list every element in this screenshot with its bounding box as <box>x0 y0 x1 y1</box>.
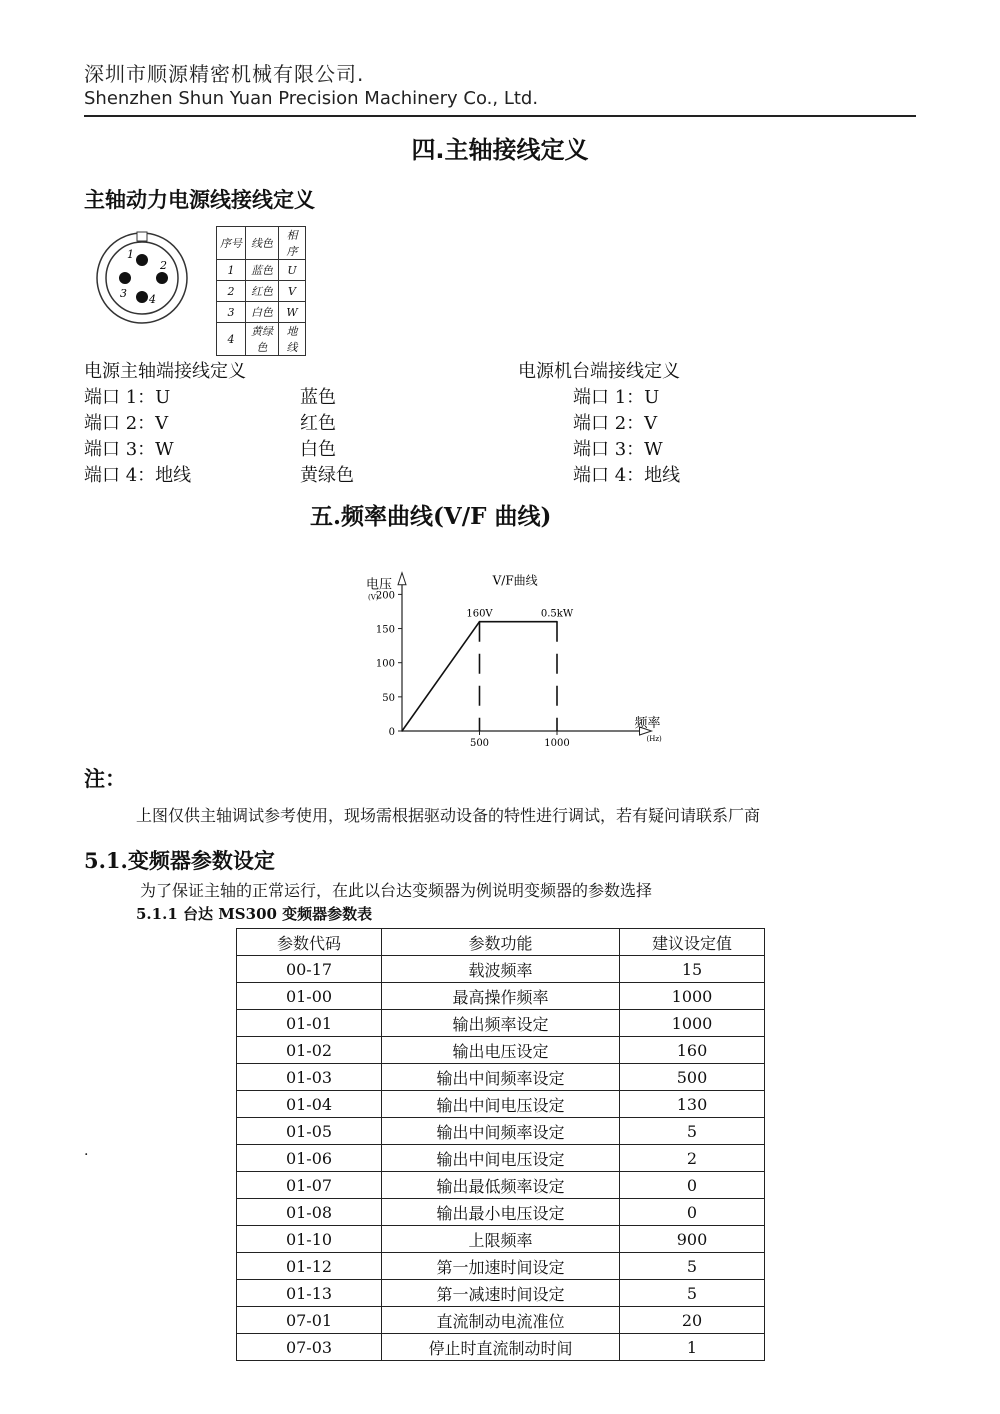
pin-table-row <box>217 302 306 323</box>
param-code-cell: 01-07 <box>237 1172 382 1199</box>
param-value-cell: 1000 <box>620 983 765 1010</box>
pin-definition-table <box>216 226 306 356</box>
parameter-table-row <box>237 1199 765 1226</box>
pin-1-label: 1 <box>127 248 134 261</box>
param-value-cell: 500 <box>620 1064 765 1091</box>
param-code-cell: 01-13 <box>237 1280 382 1307</box>
pin-table-cell: 1 <box>217 260 246 281</box>
parameter-table-row <box>237 1064 765 1091</box>
param-value-cell: 5 <box>620 1280 765 1307</box>
parameter-table-row <box>237 983 765 1010</box>
param-code-cell: 01-12 <box>237 1253 382 1280</box>
param-function-cell: 输出中间频率设定 <box>382 1118 620 1145</box>
pin-table-header: 序号 <box>217 227 246 260</box>
x-axis-label: 频率 <box>634 716 661 731</box>
parameter-table-row <box>237 1118 765 1145</box>
parameter-table-row <box>237 1226 765 1253</box>
parameter-table-row <box>237 1091 765 1118</box>
param-code-cell: 01-06 <box>237 1145 382 1172</box>
param-value-cell: 20 <box>620 1307 765 1334</box>
parameter-table-row <box>237 1037 765 1064</box>
spindle-color-3: 白色 <box>300 439 336 460</box>
param-code-cell: 01-01 <box>237 1010 382 1037</box>
spindle-port-1: 端口 1：U <box>84 387 171 408</box>
param-function-cell: 第一减速时间设定 <box>382 1280 620 1307</box>
pin-table-cell: 红色 <box>246 281 279 302</box>
chart-annotation: 0.5kW <box>540 608 574 620</box>
param-function-cell: 输出频率设定 <box>382 1010 620 1037</box>
y-axis-label: 电压 <box>366 577 393 593</box>
spindle-port-2: 端口 2：V <box>84 413 169 434</box>
param-value-cell: 900 <box>620 1226 765 1253</box>
param-value-cell: 5 <box>620 1253 765 1280</box>
y-tick-label: 200 <box>375 590 395 602</box>
param-value-cell: 2 <box>620 1145 765 1172</box>
param-code-cell: 01-08 <box>237 1199 382 1226</box>
pin-table-cell: 3 <box>217 302 246 323</box>
header-divider <box>84 115 916 117</box>
chart-annotation: 160V <box>466 608 493 620</box>
param-code-cell: 00-17 <box>237 956 382 983</box>
stray-mark: . <box>84 1143 89 1159</box>
param-code-cell: 01-02 <box>237 1037 382 1064</box>
pin-table-header: 相序 <box>279 227 306 260</box>
param-function-cell: 输出中间电压设定 <box>382 1145 620 1172</box>
x-axis-unit: (Hz) <box>646 735 662 743</box>
pin-1 <box>136 254 148 266</box>
param-function-cell: 最高操作频率 <box>382 983 620 1010</box>
param-function-cell: 输出最低频率设定 <box>382 1172 620 1199</box>
y-tick-label: 50 <box>382 692 395 704</box>
pin-4 <box>136 291 148 303</box>
parameter-table-row <box>237 956 765 983</box>
x-tick-label: 500 <box>469 738 490 749</box>
pin-table-cell: U <box>279 260 306 281</box>
param-code-cell: 01-04 <box>237 1091 382 1118</box>
parameter-table-row <box>237 1172 765 1199</box>
param-function-cell: 输出电压设定 <box>382 1037 620 1064</box>
param-value-cell: 130 <box>620 1091 765 1118</box>
param-function-cell: 第一加速时间设定 <box>382 1253 620 1280</box>
pin-table-row <box>217 323 306 356</box>
param-value-cell: 0 <box>620 1172 765 1199</box>
vf-series-point <box>401 730 403 732</box>
section4-title: 四.主轴接线定义 <box>411 136 589 164</box>
param-value-cell: 1000 <box>620 1010 765 1037</box>
note-text: 上图仅供主轴调试参考使用，现场需根据驱动设备的特性进行调试，若有疑问请联系厂商 <box>136 806 761 825</box>
parameter-table-row <box>237 1334 765 1361</box>
spindle-port-3: 端口 3：W <box>84 439 174 460</box>
spindle-port-4: 端口 4：地线 <box>84 465 192 486</box>
pin-table-cell: 蓝色 <box>246 260 279 281</box>
param-function-cell: 输出中间频率设定 <box>382 1064 620 1091</box>
parameter-table-header-row <box>237 929 765 956</box>
pin-table-cell: 2 <box>217 281 246 302</box>
param-code-cell: 07-01 <box>237 1307 382 1334</box>
param-function-cell: 停止时直流制动时间 <box>382 1334 620 1361</box>
param-code-cell: 01-10 <box>237 1226 382 1253</box>
section51-title: 5.1.变频器参数设定 <box>84 848 275 873</box>
pin-table-cell: V <box>279 281 306 302</box>
parameter-table-header: 参数代码 <box>237 929 382 956</box>
y-tick-label: 150 <box>375 624 395 636</box>
spindle-color-4: 黄绿色 <box>300 465 354 486</box>
pin-table-header: 线色 <box>246 227 279 260</box>
pin-2-label: 2 <box>160 259 167 272</box>
param-function-cell: 输出中间电压设定 <box>382 1091 620 1118</box>
connector-diagram <box>94 230 194 330</box>
y-tick-label: 100 <box>375 658 395 670</box>
parameter-table-header: 建议设定值 <box>620 929 765 956</box>
x-tick-label: 1000 <box>544 738 570 749</box>
company-name-cn: 深圳市顺源精密机械有限公司. <box>84 62 365 86</box>
param-code-cell: 01-03 <box>237 1064 382 1091</box>
param-code-cell: 01-05 <box>237 1118 382 1145</box>
parameter-table-row <box>237 1280 765 1307</box>
vf-curve-chart <box>350 538 662 749</box>
param-function-cell: 输出最小电压设定 <box>382 1199 620 1226</box>
param-code-cell: 07-03 <box>237 1334 382 1361</box>
section4-subtitle: 主轴动力电源线接线定义 <box>84 188 315 212</box>
y-tick-label: 0 <box>388 727 395 738</box>
parameter-table-row <box>237 1253 765 1280</box>
pin-table-cell: 白色 <box>246 302 279 323</box>
param-function-cell: 载波频率 <box>382 956 620 983</box>
param-function-cell: 直流制动电流准位 <box>382 1307 620 1334</box>
pin-table-row <box>217 281 306 302</box>
machine-port-3: 端口 3：W <box>573 439 663 460</box>
machine-port-4: 端口 4：地线 <box>573 465 681 486</box>
parameter-table-header: 参数功能 <box>382 929 620 956</box>
y-axis-unit: (V) <box>368 593 379 602</box>
param-value-cell: 0 <box>620 1199 765 1226</box>
pin-table-row <box>217 260 306 281</box>
param-value-cell: 5 <box>620 1118 765 1145</box>
param-code-cell: 01-00 <box>237 983 382 1010</box>
machine-port-1: 端口 1：U <box>573 387 660 408</box>
spindle-color-2: 红色 <box>300 413 336 434</box>
pin-3-label: 3 <box>120 287 127 300</box>
param-function-cell: 上限频率 <box>382 1226 620 1253</box>
pin-table-cell: 地线 <box>279 323 306 356</box>
pin-table-cell: W <box>279 302 306 323</box>
parameter-table-row <box>237 1145 765 1172</box>
machine-side-title: 电源机台端接线定义 <box>518 361 680 382</box>
parameter-table <box>236 928 765 1361</box>
spindle-side-title: 电源主轴端接线定义 <box>84 361 246 382</box>
section5-title: 五.频率曲线(V/F 曲线) <box>310 503 552 530</box>
pin-3 <box>119 272 131 284</box>
connector-outer-ring <box>97 233 187 323</box>
section511-title: 5.1.1 台达 MS300 变频器参数表 <box>136 905 373 923</box>
y-axis-arrow <box>398 573 406 585</box>
pin-4-label: 4 <box>149 293 156 306</box>
spindle-color-1: 蓝色 <box>300 387 336 408</box>
pin-table-cell: 4 <box>217 323 246 356</box>
section51-description: 为了保证主轴的正常运行，在此以台达变频器为例说明变频器的参数选择 <box>140 881 653 900</box>
param-value-cell: 15 <box>620 956 765 983</box>
parameter-table-row <box>237 1307 765 1334</box>
company-name-en: Shenzhen Shun Yuan Precision Machinery Co., Ltd. <box>84 88 539 109</box>
pin-2 <box>156 272 168 284</box>
param-value-cell: 160 <box>620 1037 765 1064</box>
connector-key <box>137 232 147 241</box>
param-value-cell: 1 <box>620 1334 765 1361</box>
pin-table-header-row <box>217 227 306 260</box>
parameter-table-row <box>237 1010 765 1037</box>
pin-table-cell: 黄绿色 <box>246 323 279 356</box>
machine-port-2: 端口 2：V <box>573 413 658 434</box>
chart-title: V/F曲线 <box>492 573 538 588</box>
note-heading: 注： <box>84 766 126 791</box>
